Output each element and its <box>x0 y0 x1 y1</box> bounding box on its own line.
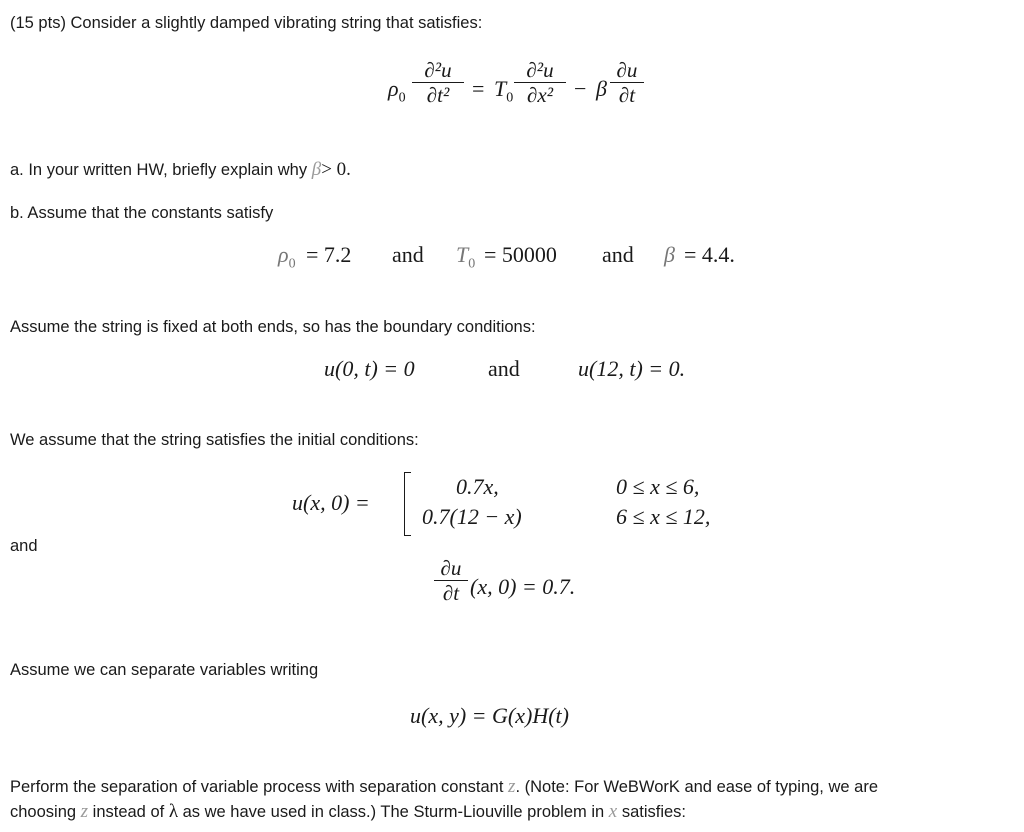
case-2-condition: 6 ≤ x ≤ 12, <box>616 504 711 529</box>
case-1-expr: 0.7x, <box>456 474 499 499</box>
rho-value: = 7.2 <box>306 242 352 267</box>
case-1-condition: 0 ≤ x ≤ 6, <box>616 474 700 499</box>
separate-text: Assume we can separate variables writing <box>10 661 319 679</box>
boundary-text: Assume the string is fixed at both ends, so has the boundary conditions: <box>10 318 536 336</box>
beta-const: β <box>664 242 675 267</box>
part-b-text: b. Assume that the constants satisfy <box>10 204 274 222</box>
intro-text: (15 pts) Consider a slightly damped vibrating string that satisfies: <box>10 14 483 32</box>
beta-symbol: β <box>596 76 607 101</box>
separation-equation: u(x, y) = G(x)H(t) <box>410 703 569 728</box>
left-boundary: u(0, t) = 0 <box>324 356 415 381</box>
velocity-rest: (x, 0) = 0.7. <box>470 574 576 599</box>
t-zero: $T_0$ <box>456 242 476 272</box>
piecewise-bracket <box>404 472 411 536</box>
tension-symbol: $T_0$ <box>494 76 514 106</box>
and-2: and <box>602 242 634 267</box>
t-value: = 50000 <box>484 242 557 267</box>
beta-value: = 4.4. <box>684 242 735 267</box>
and-1: and <box>392 242 424 267</box>
rho-zero: $\rho_0$ <box>278 242 296 272</box>
pde-rhs-fraction: ∂²u ∂x² <box>514 58 566 107</box>
part-a-text: a. In your written HW, briefly explain why β> 0. <box>10 159 351 180</box>
right-boundary: u(12, t) = 0. <box>578 356 686 381</box>
and-label: and <box>10 537 38 555</box>
initial-lhs: u(x, 0) = <box>292 490 370 515</box>
velocity-fraction: ∂u ∂t <box>434 556 468 605</box>
perform-line-1: Perform the separation of variable process with separation constant z. (Note: For WeBWorK and ease of typing, we are <box>10 776 878 797</box>
initial-text: We assume that the string satisfies the initial conditions: <box>10 431 419 449</box>
pde-lhs-fraction: ∂²u ∂t² <box>412 58 464 107</box>
pde-minus: − <box>574 76 587 101</box>
pde-equals: = <box>472 76 485 101</box>
perform-line-2: choosing z instead of λ as we have used in class.) The Sturm-Liouville problem in x satisfies: <box>10 801 686 822</box>
rho-symbol: $\rho_0$ <box>388 76 406 106</box>
boundary-and: and <box>488 356 520 381</box>
pde-damping-fraction: ∂u ∂t <box>610 58 644 107</box>
case-2-expr: 0.7(12 − x) <box>422 504 522 529</box>
